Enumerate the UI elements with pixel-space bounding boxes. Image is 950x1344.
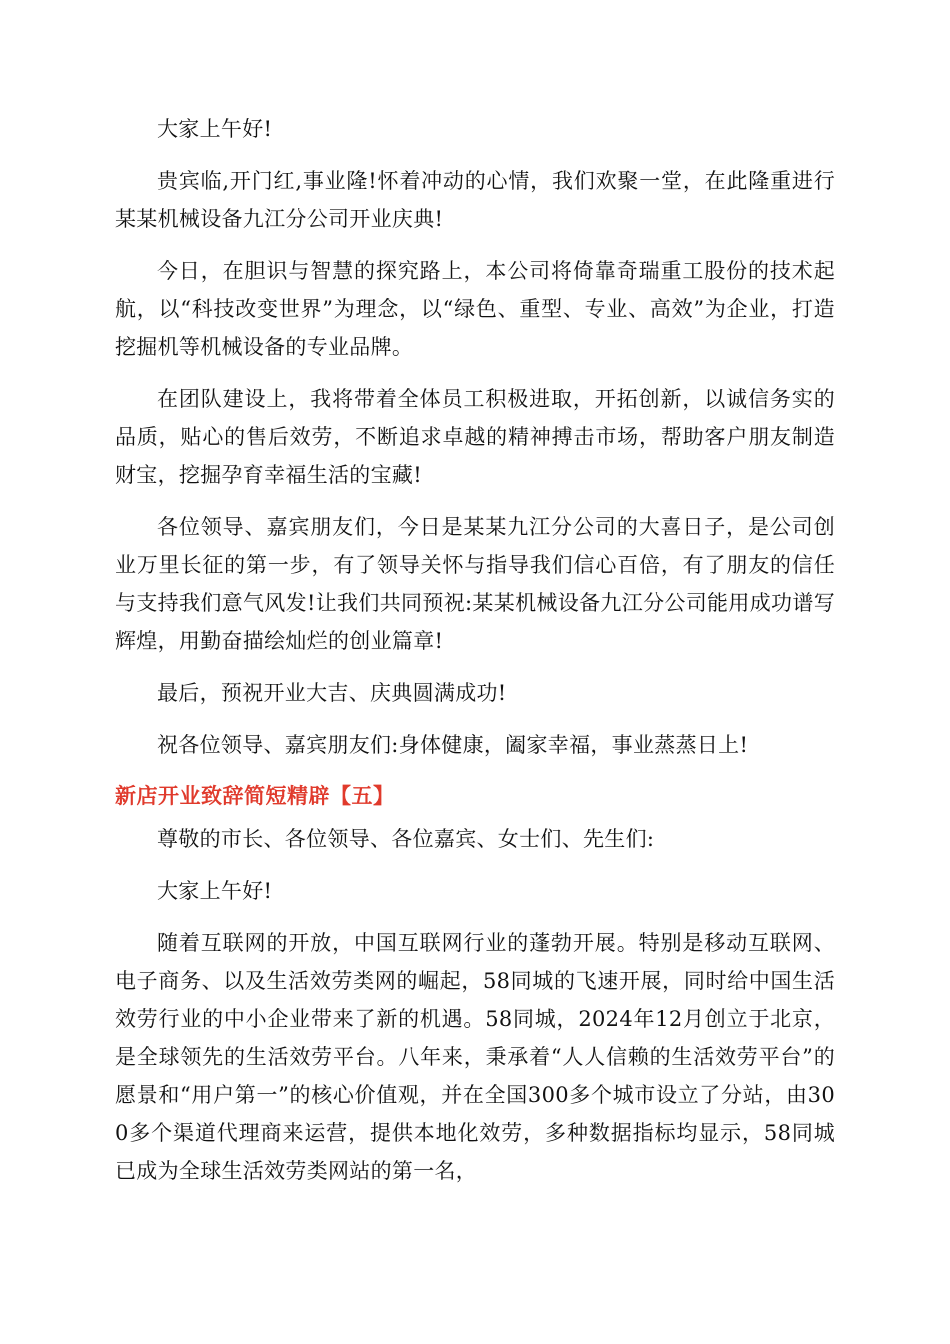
paragraph-team: 在团队建设上，我将带着全体员工积极进取，开拓创新，以诚信务实的品质，贴心的售后效劳，不断追求卓越的精神搏击市场，帮助客户朋友制造财宝，挖掘孕育幸福生活的宝藏! xyxy=(115,387,835,487)
paragraph-finally: 最后，预祝开业大吉、庆典圆满成功! xyxy=(157,681,507,705)
paragraph-today: 今日，在胆识与智慧的探究路上，本公司将倚靠奇瑞重工股份的技术起航，以“科技改变世界”为理念，以“绿色、重型、专业、高效”为企业，打造挖掘机等机械设备的专业品牌。 xyxy=(115,259,835,359)
paragraph-opening: 贵宾临,开门红,事业隆!怀着冲动的心情，我们欢聚一堂，在此隆重进行某某机械设备九江分公司开业庆典! xyxy=(115,169,835,231)
document-page xyxy=(115,110,835,1204)
paragraph-greeting: 大家上午好! xyxy=(157,117,273,141)
paragraph-leaders: 各位领导、嘉宾朋友们，今日是某某九江分公司的大喜日子，是公司创业万里长征的第一步，有了领导关怀与指导我们信心百倍，有了朋友的信任与支持我们意气风发!让我们共同预祝:某某机械设备九江分公司能用成功谱写辉煌，用勤奋描绘灿烂的创业篇章! xyxy=(115,515,835,653)
section-heading: 新店开业致辞简短精辟【五】 xyxy=(115,784,395,808)
paragraph-wishes: 祝各位领导、嘉宾朋友们:身体健康，阖家幸福，事业蒸蒸日上! xyxy=(157,733,749,757)
paragraph-salutation: 尊敬的市长、各位领导、各位嘉宾、女士们、先生们: xyxy=(157,827,655,851)
paragraph-greeting-2: 大家上午好! xyxy=(157,879,273,903)
paragraph-internet: 随着互联网的开放，中国互联网行业的蓬勃开展。特别是移动互联网、电子商务、以及生活效劳类网的崛起，58同城的飞速开展，同时给中国生活效劳行业的中小企业带来了新的机遇。58同城，2024年12月创立于北京，是全球领先的生活效劳平台。八年来，秉承着“人人信赖的生活效劳平台”的愿景和“用户第一”的核心价值观，并在全国300多个城市设立了分站，由300多个渠道代理商来运营，提供本地化效劳，多种数据指标均显示，58同城已成为全球生活效劳类网站的第一名， xyxy=(115,931,835,1183)
